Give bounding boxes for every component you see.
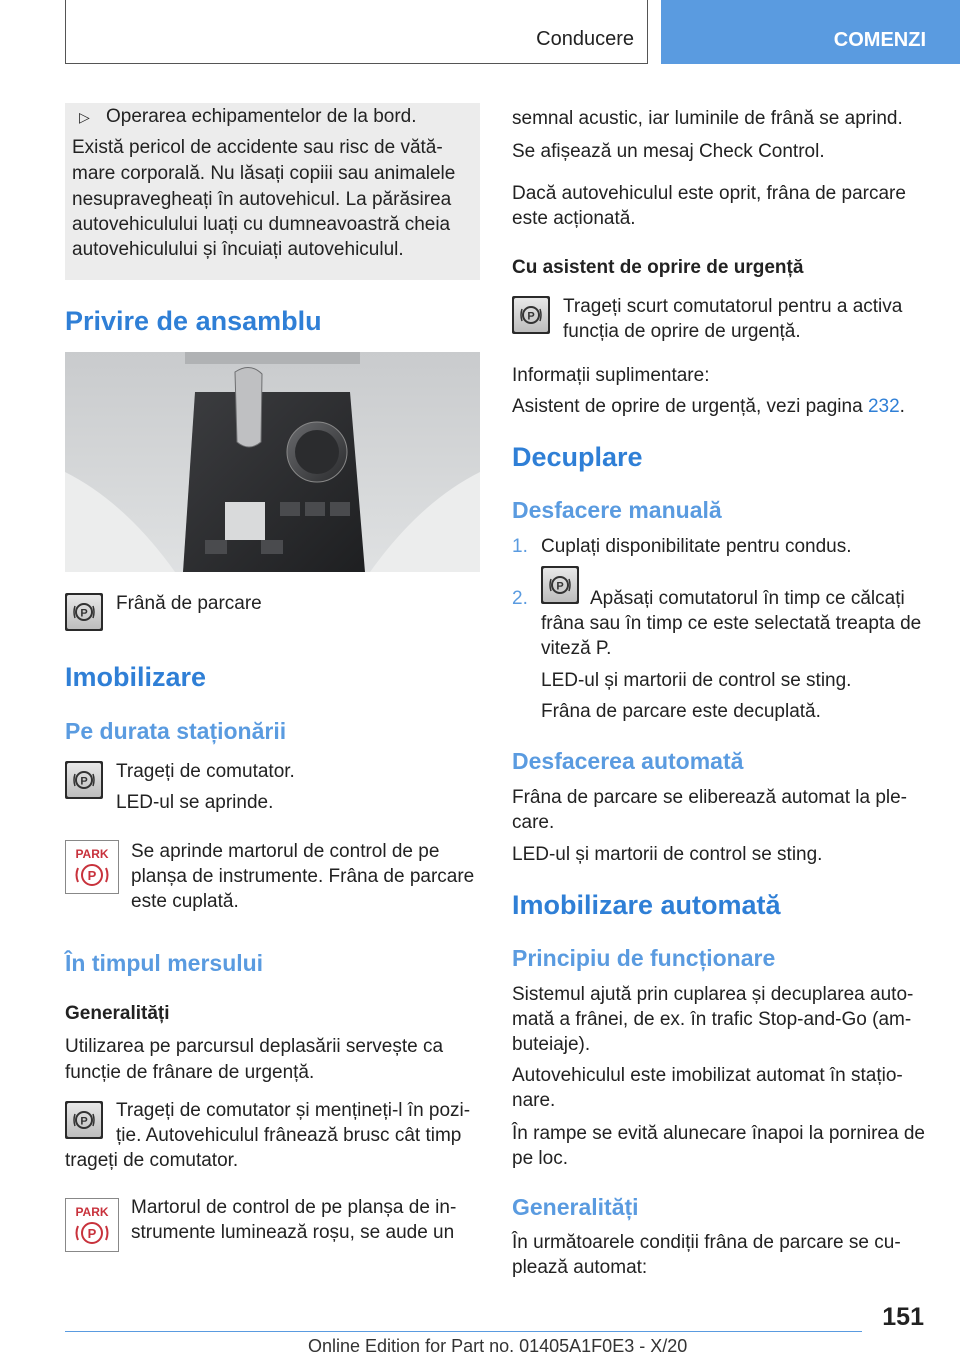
principle-text: buteiaje). [512,1034,591,1055]
continued-text: semnal acustic, iar luminile de frână se aprind. [512,108,903,129]
heading-auto-hold: Imobilizare automată [512,890,781,920]
section-title: Conducere [536,28,634,50]
heading-principle: Principiu de funcționare [512,945,776,971]
step-text: viteză P. [541,638,612,659]
heading-general-right: Generalități [512,1194,639,1220]
heading-driving: În timpul mersului [65,950,264,976]
p-letter: P [80,1115,88,1128]
instruction-pull: Trageți de comutator. [116,761,295,782]
warning-text: Martorul de control de pe planșa de in‐ [131,1197,457,1218]
note-line: Există pericol de accidente sau risc de vătă‐ [72,137,443,158]
parking-brake-icon [65,761,103,799]
parking-brake-icon [65,1101,103,1139]
heading-manual: Desfacere manuală [512,497,722,523]
step-text: Apăsați comutatorul în timp ce călcați [590,588,905,609]
auto-release-text: Frâna de parcare se eliberează automat la ple‐ [512,787,908,808]
emergency-text: funcția de oprire de urgență. [563,321,801,342]
instruction-led: LED-ul se aprinde. [116,792,274,813]
usage-text: Utilizarea pe parcursul deplasării servește ca [65,1036,444,1057]
chapter-tab-label: COMENZI [833,28,926,51]
emergency-text: Trageți scurt comutatorul pentru a activa [563,296,903,317]
more-info-label: Informații suplimentare: [512,365,710,386]
heading-general: Generalități [65,1003,170,1024]
park-text: PARK [75,1205,109,1219]
heading-release: Decuplare [512,442,643,472]
console-illustration [65,352,480,572]
hold-auto-text: Autovehiculul este imobilizat automat în stațio‐ [512,1065,903,1086]
lamp-text: este cuplată. [131,891,239,912]
auto-release-text: LED-ul și martorii de control se sting. [512,844,823,865]
heading-emergency: Cu asistent de oprire de urgență [512,257,804,278]
chapter-tab[interactable] [661,0,960,64]
note-line: nesupravegheați în autovehicul. La părăsirea [72,189,452,210]
continued-text: Se afișează un mesaj Check Control. [512,141,825,162]
heading-parked: Pe durata staționării [65,718,287,744]
conditions-text: În următoarele condiții frâna de parcare se cu‐ [512,1232,901,1253]
p-letter: P [87,1226,97,1241]
parking-brake-icon [541,566,579,604]
bullet-marker: ▷ [79,109,90,125]
parking-brake-icon [512,296,550,334]
step-text: Cuplați disponibilitate pentru condus. [541,536,852,557]
step-number: 1. [512,536,528,557]
lamp-text: Se aprinde martorul de control de pe [131,841,440,862]
auto-release-text: care. [512,812,555,833]
footer-edition: Online Edition for Part no. 01405A1F0E3 - X/20 [308,1336,688,1356]
step-text: Frâna de parcare este decuplată. [541,701,821,722]
principle-text: Sistemul ajută prin cuplarea și decuplarea auto‐ [512,984,914,1005]
step-number: 2. [512,588,528,609]
p-letter: P [527,310,535,323]
lamp-text: planșa de instrumente. Frâna de parcare [131,866,475,887]
conditions-text: plează automat: [512,1257,648,1278]
reference-text: Asistent de oprire de urgență, vezi pagina [512,396,868,417]
stopped-text: Dacă autovehiculul este oprit, frâna de parcare [512,183,906,204]
heading-immobilize: Imobilizare [65,662,207,692]
step-text: frâna sau în timp ce este selectată treapta de [541,613,922,634]
hold-auto-text: nare. [512,1090,556,1111]
hold-text: trageți de comutator. [65,1150,239,1171]
page-link[interactable]: 232 [867,396,900,417]
park-warning-icon [65,840,119,894]
hold-text: ție. Autovehiculul frânează brusc cât timp [116,1125,462,1146]
note-line: autovehiculului și încuiați autovehiculul. [72,239,404,260]
usage-text: funcție de frânare de urgență. [65,1062,315,1083]
step-text: LED-ul și martorii de control se sting. [541,670,852,691]
p-letter: P [80,607,88,620]
stopped-text: este acționată. [512,208,636,229]
p-letter: P [80,775,88,788]
page-reference [512,393,905,420]
ramp-text: pe loc. [512,1148,568,1169]
park-warning-icon [65,1198,119,1252]
park-text: PARK [75,847,109,861]
warning-text: strumente luminează roșu, se aude un [131,1222,455,1243]
hold-text: Trageți de comutator și mențineți-l în pozi‐ [116,1100,471,1121]
heading-overview: Privire de ansamblu [65,306,322,336]
parking-brake-label: Frână de parcare [116,593,262,614]
p-letter: P [556,580,564,593]
heading-auto-release: Desfacerea automată [512,748,744,774]
note-line: mare corporală. Nu lăsați copiii sau animalele [72,163,456,184]
page-number: 151 [882,1303,924,1331]
note-bullet: Operarea echipamentelor de la bord. [106,106,417,127]
reference-end: . [899,396,905,417]
ramp-text: În rampe se evită alunecare înapoi la pornirea de [512,1123,925,1144]
footer-divider [65,1331,862,1332]
p-letter: P [87,868,97,883]
note-line: autovehiculului luați cu dumneavoastră cheia [72,214,451,235]
center-console-photo [65,352,480,572]
principle-text: mată a frânei, de ex. în trafic Stop-and-Go (am‐ [512,1009,912,1030]
parking-brake-icon [65,593,103,631]
